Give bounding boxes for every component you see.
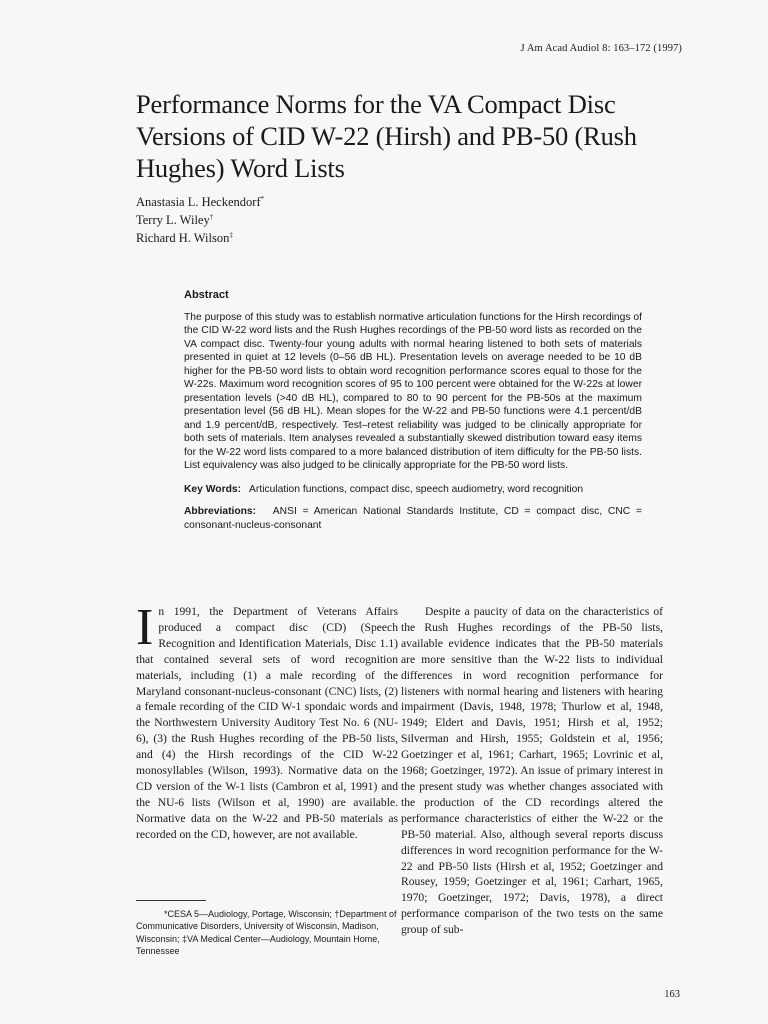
- abstract-text: The purpose of this study was to establish normative articulation functions for the Hirsh recordings of the CID W-22 word lists and the Rush Hughes recordings of the PB-50 word lists as recorded on the VA compact disc. Twenty-four young adults with normal hearing listened to both sets of materials presented in quiet at 12 levels (0–56 dB HL). Presentation levels on average needed to be 10 dB higher for the PB-50 word lists to obtain word recognition performance scores equal to those for the W-22s. Maximum word recognition scores of 95 to 100 percent were obtained for the W-22s at lower presentation levels (>40 dB HL), compared to 80 to 90 percent for the PB-50s at the maximum presentation level (56 dB HL). Mean slopes for the W-22 and PB-50 functions were 4.1 percent/dB and 1.9 percent/dB, respectively. Test–retest reliability was judged to be clinically appropriate for both sets of materials. Item analyses revealed a substantially skewed distribution toward easy items for the W-22 word lists compared to a more balanced distribution of item difficulty for the PB-50 lists. List equivalency was also judged to be clinically appropriate for the PB-50 word lists.: [184, 311, 642, 471]
- page-number: 163: [664, 989, 680, 1000]
- author-3: Richard H. Wilson‡: [136, 231, 233, 246]
- author-list: [136, 192, 264, 246]
- intro-paragraph: n 1991, the Department of Veterans Affairs produced a compact disc (CD) (Speech Recognition and Identification Materials, Disc 1.1) that contained several sets of word recognition materials, including (1) a male recording of the Maryland consonant-nucleus-consonant (CNC) lists, (2) a female recording of the CID W-1 spondaic words and the Northwestern University Auditory Test No. 6 (NU-6), (3) the Rush Hughes recording of the PB-50 lists, and (4) the Hirsh recordings of the CID W-22 monosyllables (Wilson, 1993). Normative data on the CD version of the W-1 lists (Cambron et al, 1991) and the NU-6 lists (Wilson et al, 1990) are available. Normative data on the W-22 and PB-50 materials as recorded on the CD, however, are not available.: [136, 605, 398, 841]
- footnote-rule: [136, 900, 206, 901]
- author-1: Anastasia L. Heckendorf*: [136, 195, 265, 210]
- keywords: Key Words: Articulation functions, compact disc, speech audiometry, word recognition: [184, 483, 584, 495]
- abstract-section: [184, 289, 642, 532]
- body-left-column: [136, 599, 398, 843]
- affiliation-footnote: *CESA 5—Audiology, Portage, Wisconsin; †Department of Communicative Disorders, University of Wisconsin, Madison, Wisconsin; ‡VA Medical Center—Audiology, Mountain Home, Tennessee: [136, 909, 397, 957]
- journal-citation: J Am Acad Audiol 8: 163–172 (1997): [520, 43, 682, 54]
- drop-cap: I: [136, 599, 154, 656]
- article-title: Performance Norms for the VA Compact Disc Versions of CID W-22 (Hirsh) and PB-50 (Rush Hughes) Word Lists: [136, 89, 637, 183]
- abbreviations: Abbreviations: ANSI = American National Standards Institute, CD = compact disc, CNC = consonant-nucleus-consonant: [184, 506, 642, 531]
- author-2: Terry L. Wiley†: [136, 213, 214, 228]
- body-right-column: [401, 604, 663, 938]
- second-paragraph: Despite a paucity of data on the characteristics of the Rush Hughes recordings of the PB-50 lists, available evidence indicates that the PB-50 materials are more sensitive than the W-22 lists to individual differences in word recognition performance for listeners with normal hearing and listeners with hearing impairment (Davis, 1948, 1978; Thurlow et al, 1948, 1949; Eldert and Davis, 1951; Hirsh et al, 1952; Silverman and Hirsh, 1955; Goldstein et al, 1956; Goetzinger et al, 1961; Carhart, 1965; Lovrinic et al, 1968; Goetzinger, 1972). An issue of primary interest in the present study was whether changes associated with the production of the CD recordings altered the performance characteristics of either the W-22 or the PB-50 material. Also, although several reports discuss differences in word recognition performance for the W-22 and PB-50 lists (Hirsh et al, 1952; Goetzinger and Rousey, 1959; Goetzinger et al, 1961; Carhart, 1965, 1970; Goetzinger, 1972; Davis, 1978), a direct performance comparison of the two tests on the same group of sub-: [401, 605, 663, 937]
- abstract-heading: Abstract: [184, 289, 229, 301]
